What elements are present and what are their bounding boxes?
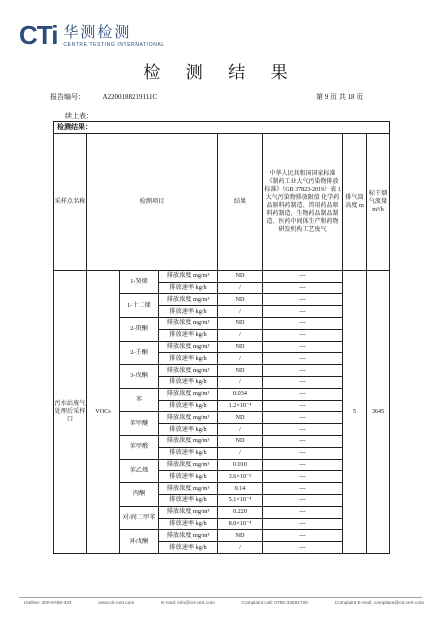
limit-cell: --- xyxy=(263,483,343,495)
parameter-cell: 排放速率 kg/h xyxy=(159,518,218,530)
parameter-cell: 排放浓度 mg/m³ xyxy=(159,270,218,282)
limit-cell: --- xyxy=(263,459,343,471)
limit-cell: --- xyxy=(263,376,343,388)
limit-cell: --- xyxy=(263,400,343,412)
result-cell: / xyxy=(218,542,263,554)
result-cell: / xyxy=(218,353,263,365)
limit-cell: --- xyxy=(263,412,343,424)
stack-height-cell: 5 xyxy=(343,270,367,553)
result-cell: 0.010 xyxy=(218,459,263,471)
result-cell: ND xyxy=(218,412,263,424)
result-cell: ND xyxy=(218,530,263,542)
limit-cell: --- xyxy=(263,471,343,483)
header-sampling-point: 采样点名称 xyxy=(54,133,87,270)
report-number-label: 报告编号： xyxy=(50,93,85,101)
limit-cell: --- xyxy=(263,353,343,365)
result-cell: ND xyxy=(218,435,263,447)
report-number xyxy=(50,92,157,102)
parameter-cell: 排放浓度 mg/m³ xyxy=(159,317,218,329)
parameter-cell: 排放速率 kg/h xyxy=(159,282,218,294)
limit-cell: --- xyxy=(263,270,343,282)
logo-text xyxy=(63,24,164,48)
parameter-cell: 排放速率 kg/h xyxy=(159,542,218,554)
parameter-cell: 排放速率 kg/h xyxy=(159,471,218,483)
result-cell: 0.220 xyxy=(218,506,263,518)
result-cell: 0.14 xyxy=(218,483,263,495)
substance-cell: 3-戊酮 xyxy=(120,365,159,389)
substance-cell: 苯乙烯 xyxy=(120,459,159,483)
report-number-value: A2200188219111C xyxy=(102,93,158,101)
section-title: 检测结果： xyxy=(54,122,390,134)
table-row xyxy=(54,270,390,282)
parameter-cell: 排放速率 kg/h xyxy=(159,447,218,459)
result-cell: ND xyxy=(218,365,263,377)
flow-rate-cell: 3645 xyxy=(367,270,390,553)
parameter-cell: 排放浓度 mg/m³ xyxy=(159,341,218,353)
result-cell: / xyxy=(218,306,263,318)
parameter-cell: 排放速率 kg/h xyxy=(159,424,218,436)
substance-cell: 1-十二烯 xyxy=(120,294,159,318)
header-stack-height: 排气筒高度 m xyxy=(343,133,367,270)
header-result: 结果 xyxy=(218,133,263,270)
company-logo xyxy=(19,22,165,48)
footer-complaint-call: Complaint call: 0755-33681700 xyxy=(241,601,308,606)
page-title: 检 测 结 果 xyxy=(143,63,298,83)
parameter-cell: 排放浓度 mg/m³ xyxy=(159,459,218,471)
limit-cell: --- xyxy=(263,447,343,459)
result-cell: ND xyxy=(218,270,263,282)
parameter-cell: 排放速率 kg/h xyxy=(159,400,218,412)
parameter-cell: 排放浓度 mg/m³ xyxy=(159,412,218,424)
footer-complaint-email: Complaint E-mail: complaint@cti-cert.com xyxy=(334,601,424,606)
limit-cell: --- xyxy=(263,506,343,518)
header-standard: 中华人民共和国国家标准《制药工业大气污染物排放标准》（GB 37823-2019）表 1 大气污染物排放限值 化学药品原料药制造、兽用药品原料药制造、生物药品制品制造、医药中间体生产和药物研发机构工艺废气 xyxy=(263,133,343,270)
parameter-cell: 排放浓度 mg/m³ xyxy=(159,530,218,542)
limit-cell: --- xyxy=(263,365,343,377)
limit-cell: --- xyxy=(263,388,343,400)
limit-cell: --- xyxy=(263,329,343,341)
result-cell: ND xyxy=(218,317,263,329)
parameter-cell: 排放浓度 mg/m³ xyxy=(159,506,218,518)
parameter-cell: 排放速率 kg/h xyxy=(159,494,218,506)
limit-cell: --- xyxy=(263,494,343,506)
limit-cell: --- xyxy=(263,530,343,542)
result-cell: / xyxy=(218,329,263,341)
parameter-cell: 排放速率 kg/h xyxy=(159,306,218,318)
footer-divider xyxy=(19,597,422,598)
substance-cell: 丙酮 xyxy=(120,483,159,507)
footer-email: E-mail: info@cti-cert.com xyxy=(161,601,215,606)
result-cell: 1.2×10⁻⁴ xyxy=(218,400,263,412)
page-indicator: 第 9 页 共 18 页 xyxy=(316,93,364,101)
substance-cell: 2-壬酮 xyxy=(120,341,159,365)
footer xyxy=(24,601,424,606)
footer-website: www.cti-cert.com xyxy=(98,601,135,606)
side-seal-mark xyxy=(431,290,437,380)
substance-cell: 环戊酮 xyxy=(120,530,159,554)
parameter-cell: 排放速率 kg/h xyxy=(159,353,218,365)
result-cell: ND xyxy=(218,294,263,306)
result-cell: / xyxy=(218,424,263,436)
limit-cell: --- xyxy=(263,542,343,554)
limit-cell: --- xyxy=(263,306,343,318)
limit-cell: --- xyxy=(263,282,343,294)
substance-cell: 苯甲醛 xyxy=(120,435,159,459)
parameter-cell: 排放浓度 mg/m³ xyxy=(159,435,218,447)
result-cell: / xyxy=(218,447,263,459)
header-item: 检测项目 xyxy=(87,133,218,270)
result-cell: 5.1×10⁻⁴ xyxy=(218,494,263,506)
limit-cell: --- xyxy=(263,341,343,353)
sampling-point-cell: 污水站废气处理后采样口 xyxy=(54,270,87,553)
substance-cell: 2-庚酮 xyxy=(120,317,159,341)
results-table xyxy=(53,121,390,554)
limit-cell: --- xyxy=(263,317,343,329)
parameter-cell: 排放浓度 mg/m³ xyxy=(159,483,218,495)
substance-cell: 苯甲醚 xyxy=(120,412,159,436)
continued-label: 续上表： xyxy=(65,112,93,120)
substance-cell: 1-癸烯 xyxy=(120,270,159,294)
logo-mark: CTi xyxy=(19,20,58,50)
substance-cell: 对/间二甲苯 xyxy=(120,506,159,530)
limit-cell: --- xyxy=(263,294,343,306)
result-cell: 3.6×10⁻⁵ xyxy=(218,471,263,483)
logo-chinese-name: 华测检测 xyxy=(63,23,132,41)
parameter-cell: 排放浓度 mg/m³ xyxy=(159,365,218,377)
parameter-cell: 排放浓度 mg/m³ xyxy=(159,294,218,306)
result-cell: 0.034 xyxy=(218,388,263,400)
limit-cell: --- xyxy=(263,518,343,530)
category-cell: VOCs xyxy=(87,270,120,553)
result-cell: / xyxy=(218,282,263,294)
header-flow-rate: 标干烟气流量 m³/h xyxy=(367,133,390,270)
logo-english-name: CENTRE TESTING INTERNATIONAL xyxy=(63,42,165,48)
footer-hotline: Hotline: 400-6788-333 xyxy=(24,601,72,606)
result-cell: / xyxy=(218,376,263,388)
result-cell: 8.0×10⁻⁴ xyxy=(218,518,263,530)
limit-cell: --- xyxy=(263,424,343,436)
parameter-cell: 排放速率 kg/h xyxy=(159,376,218,388)
parameter-cell: 排放浓度 mg/m³ xyxy=(159,388,218,400)
limit-cell: --- xyxy=(263,435,343,447)
parameter-cell: 排放速率 kg/h xyxy=(159,329,218,341)
result-cell: ND xyxy=(218,341,263,353)
substance-cell: 苯 xyxy=(120,388,159,412)
